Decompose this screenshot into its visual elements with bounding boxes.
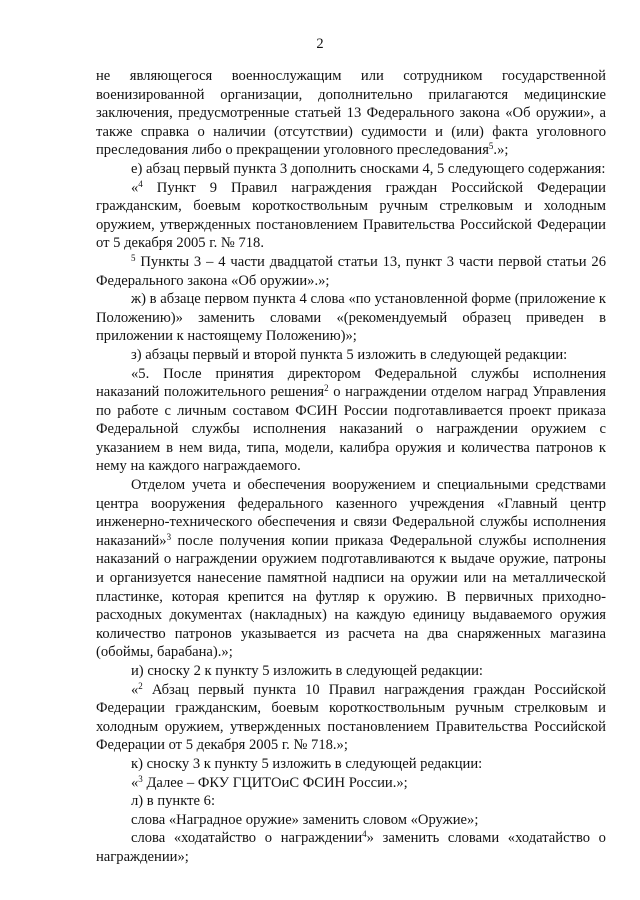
footnote-marker: 2 <box>324 383 329 394</box>
footnote-marker: 2 <box>138 680 143 691</box>
footnote-marker: 5 <box>131 252 136 263</box>
paragraph <box>96 346 606 365</box>
paragraph <box>96 829 606 866</box>
paragraph-text: » заменить словами «ходатайство о награждении»; <box>96 830 606 865</box>
paragraph-text: слова «ходатайство о награждении <box>131 830 363 847</box>
page-number: 2 <box>316 36 324 52</box>
paragraph-text: Пункты 3 – 4 части двадцатой статьи 13, пункт 3 части первой статьи 26 Федерального закона «Об оружии».»; <box>96 253 606 289</box>
paragraph-text: не являющегося военнослужащим или сотрудником государственной военизированной организации, дополнительно прилагаются медицинские заключения, предусмотренные статьей 13 Федерального закона «Об оружии», а также справка о наличии (отсутствии) судимости и (или) факта уголовного преследования либо о прекращении уголовного преследования <box>96 68 606 159</box>
paragraph <box>96 179 606 253</box>
paragraph <box>96 365 606 477</box>
paragraph-text: после получения копии приказа Федеральной службы исполнения наказаний о награждении оружием подготавливаются к выдаче оружие, патроны и организуется нанесение памятной надписи на оружии или на металлической пластинке, которая крепится на футляр к оружию. В первичных приходно-расходных документах (накладных) на каждую единицу выдаваемого оружия количество патронов указывается из расчета на два снаряженных магазина (обоймы, барабана).»; <box>96 532 606 661</box>
paragraph-text: .»; <box>493 142 509 159</box>
footnote-marker: 5 <box>488 141 494 152</box>
paragraph <box>96 160 606 179</box>
paragraph <box>96 253 606 290</box>
paragraph <box>96 67 606 160</box>
paragraph <box>96 755 606 774</box>
paragraph-text: ж) в абзаце первом пункта 4 слова «по установленной форме (приложение к Положению)» заменить словами «(рекомендуемый образец приведен в приложении к настоящему Положению)»; <box>96 291 606 345</box>
paragraph <box>96 774 606 793</box>
paragraph-text: Пункт 9 Правил награждения граждан Российской Федерации гражданским, боевым короткоствольным ручным стрелковым и холодным оружием, утвержденных постановлением Правительства Российской Федерации от 5 декабря 2005 г. № 718. <box>96 179 606 252</box>
paragraph-text: « <box>131 179 139 196</box>
footnote-marker: 3 <box>138 773 143 784</box>
paragraph-text: « <box>131 681 139 698</box>
paragraph <box>96 476 606 662</box>
paragraph-text: «5. После принятия директором Федеральной службы исполнения наказаний положительного решения <box>96 365 606 401</box>
paragraph <box>96 290 606 346</box>
paragraph-text: о награждении отделом наград Управления по работе с личным составом ФСИН России подготавливается проект приказа Федеральной службы исполнения наказаний о награждении оружием с указанием в нем вида, типа, модели, калибра оружия и количества патронов к нему на каждого награждаемого. <box>96 384 606 475</box>
paragraph-text: Далее – ФКУ ГЦИТОиС ФСИН России.»; <box>142 774 408 791</box>
footnote-marker: 3 <box>166 531 172 542</box>
paragraph <box>96 792 606 811</box>
footnote-marker: 4 <box>362 829 367 840</box>
paragraph <box>96 681 606 755</box>
paragraph-text: и) сноску 2 к пункту 5 изложить в следующей редакции: <box>131 663 483 679</box>
paragraph-text: з) абзацы первый и второй пункта 5 изложить в следующей редакции: <box>131 346 568 363</box>
paragraph-text: « <box>131 774 139 791</box>
paragraph <box>96 662 606 681</box>
document-body <box>96 67 606 867</box>
paragraph <box>96 811 606 830</box>
footnote-marker: 4 <box>138 178 143 189</box>
paragraph-text: Абзац первый пункта 10 Правил награждения граждан Российской Федерации гражданским, боевым короткоствольным ручным стрелковым и холодным оружием, утвержденных постановлением Правительства Российской Федерации от 5 декабря 2005 г. № 718.»; <box>96 681 606 754</box>
paragraph-text: к) сноску 3 к пункту 5 изложить в следующей редакции: <box>131 755 483 772</box>
paragraph-text: Отделом учета и обеспечения вооружением и специальными средствами центра вооружения федерального казенного учреждения «Главный центр инженерно-технического обеспечения и связи Федеральной службы исполнения наказаний» <box>96 477 606 549</box>
paragraph-text: л) в пункте 6: <box>131 793 215 810</box>
paragraph-text: слова «Наградное оружие» заменить словом «Оружие»; <box>131 811 479 828</box>
paragraph-text: е) абзац первый пункта 3 дополнить сносками 4, 5 следующего содержания: <box>131 160 606 177</box>
